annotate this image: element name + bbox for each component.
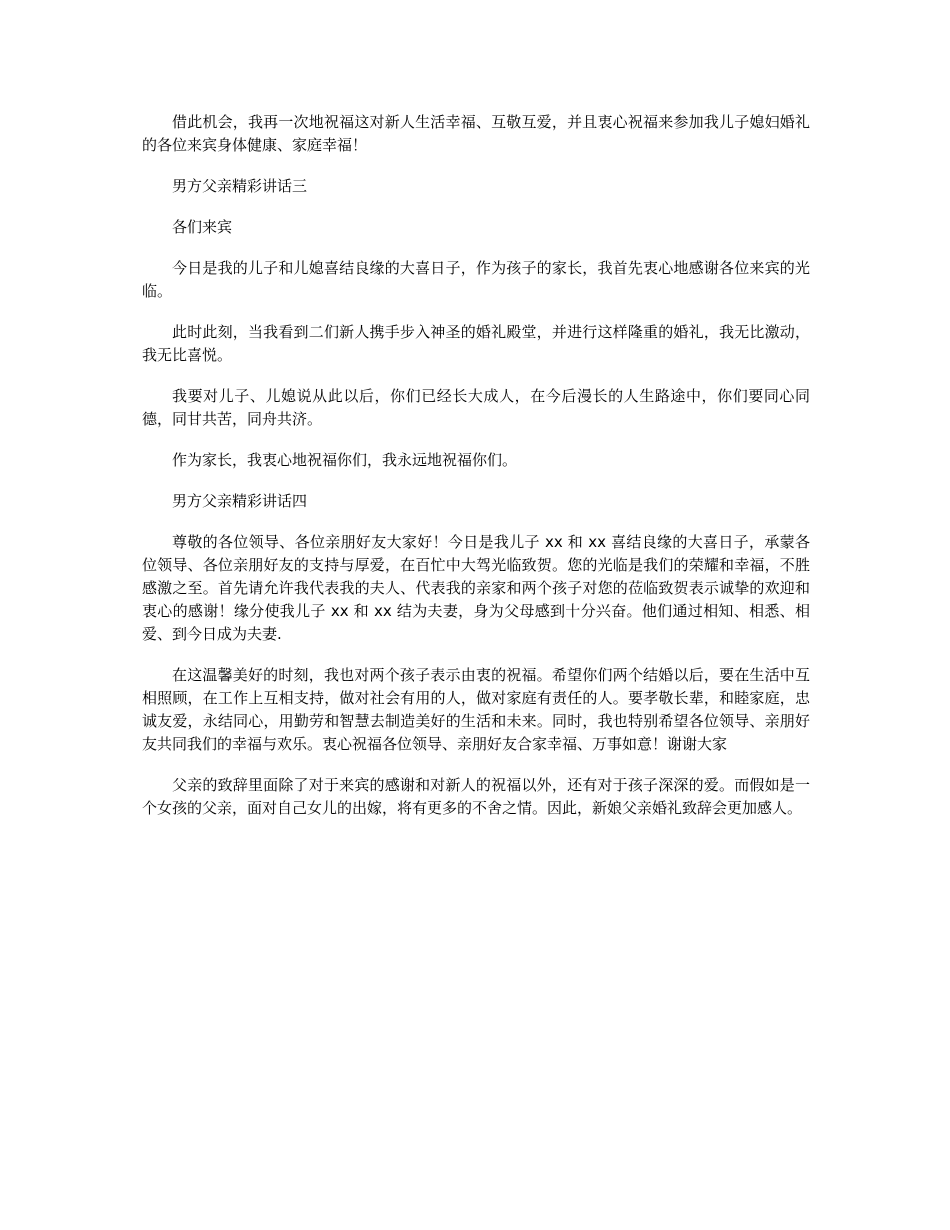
section-heading-three: 男方父亲精彩讲话三 [172,177,308,195]
paragraph-advice: 我要对儿子、儿媳说从此以后，你们已经长大成人，在今后漫长的人生路途中，你们要同心同德，同甘共苦，同舟共济。 [142,387,810,428]
salutation: 各们来宾 [172,218,233,236]
paragraph-speech-four-wishes: 在这温馨美好的时刻，我也对两个孩子表示由衷的祝福。希望你们两个结婚以后，要在生活中互相照顾，在工作上互相支持，做对社会有用的人，做对家庭有责任的人。要孝敬长辈，和睦家庭，忠诚友爱，永结同心，用勤劳和智慧去制造美好的生活和未来。同时，我也特别希望各位领导、亲朋好友共同我们的幸福与欢乐。衷心祝福各位领导、亲朋好友合家幸福、万事如意！谢谢大家 [142,666,810,753]
paragraph-blessing: 作为家长，我衷心地祝福你们，我永远地祝福你们。 [172,451,518,469]
paragraph-speech-four-intro: 尊敬的各位领导、各位亲朋好友大家好！今日是我儿子 xx 和 xx 喜结良缘的大喜日子，承蒙各位领导、各位亲朋好友的支持与厚爱，在百忙中大驾光临致贺。您的光临是我们的荣耀和幸福，不胜感激之至。首先请允许我代表我的夫人、代表我的亲家和两个孩子对您的莅临致贺表示诚挚的欢迎和衷心的感谢！缘分使我儿子 xx 和 xx 结为夫妻，身为父母感到十分兴奋。他们通过相知、相悉、相爱、到今日成为夫妻. [142,533,810,643]
paragraph-emotion: 此时此刻，当我看到二们新人携手步入神圣的婚礼殿堂，并进行这样隆重的婚礼，我无比激动，我无比喜悦。 [142,323,810,364]
paragraph-conclusion: 父亲的致辞里面除了对于来宾的感谢和对新人的祝福以外，还有对于孩子深深的爱。而假如是一个女孩的父亲，面对自己女儿的出嫁，将有更多的不舍之情。因此，新娘父亲婚礼致辞会更加感人。 [142,776,810,817]
section-heading-four: 男方父亲精彩讲话四 [172,492,308,510]
paragraph-welcome: 今日是我的儿子和儿媳喜结良缘的大喜日子，作为孩子的家长，我首先衷心地感谢各位来宾的光临。 [142,259,810,300]
document-page [142,111,810,838]
paragraph-closing-blessing: 借此机会，我再一次地祝福这对新人生活幸福、互敬互爱，并且衷心祝福来参加我儿子媳妇婚礼的各位来宾身体健康、家庭幸福！ [142,113,810,154]
